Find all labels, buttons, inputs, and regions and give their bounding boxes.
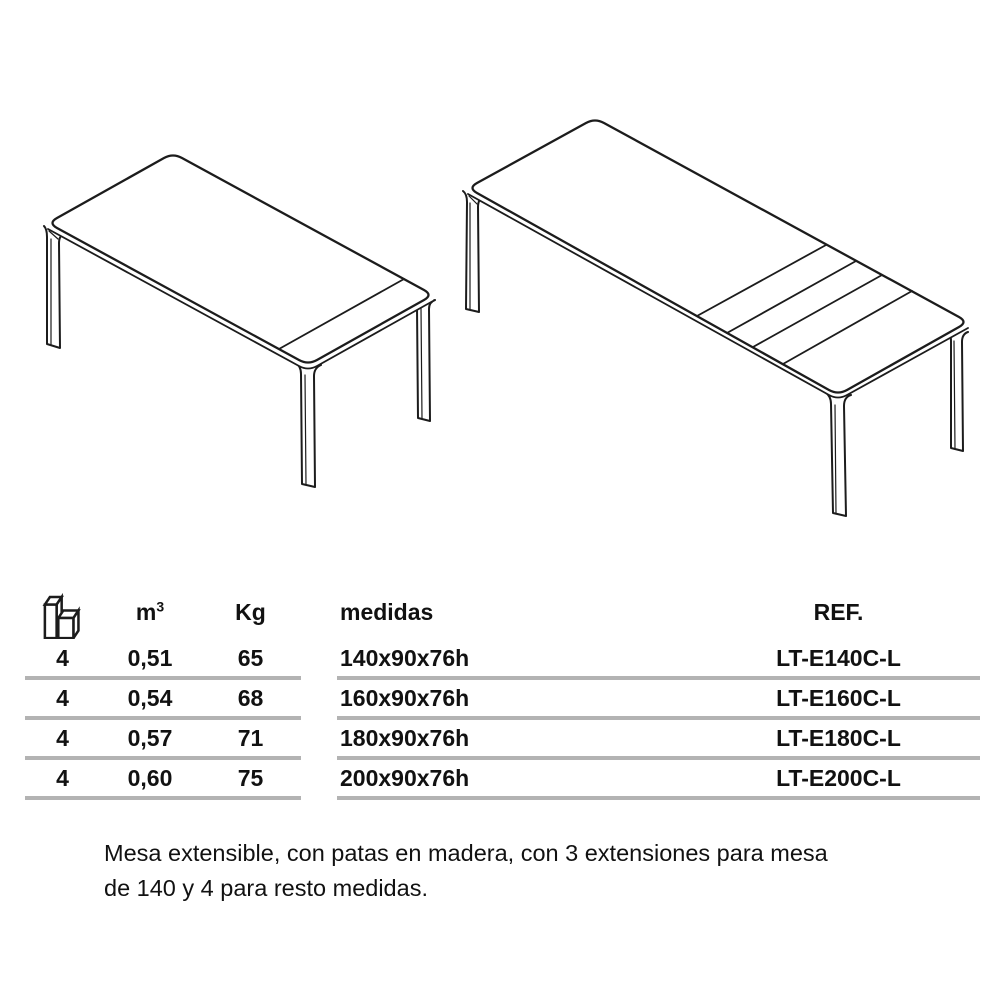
table-leg	[295, 362, 321, 487]
dimensions-cell: 200x90x76h	[340, 765, 470, 791]
qty-cell: 4	[56, 645, 69, 671]
spec-header-row	[337, 583, 980, 640]
weight-cell: 65	[237, 645, 264, 671]
column-header-m3	[100, 594, 200, 640]
spec-header-row	[25, 583, 301, 640]
tabletop-slab	[468, 121, 968, 398]
reference-cell: LT-E160C-L	[776, 685, 901, 711]
dimensions-cell: 160x90x76h	[340, 685, 470, 711]
spec-row	[337, 760, 980, 800]
product-description	[104, 836, 934, 906]
volume-cell: 0,54	[127, 685, 173, 711]
qty-cell: 4	[56, 765, 69, 791]
weight-cell: 68	[237, 685, 264, 711]
qty-cell: 4	[56, 685, 69, 711]
closed-table-drawing	[44, 156, 435, 488]
column-header-medidas: medidas	[340, 599, 434, 625]
table-leg	[44, 226, 66, 348]
weight-cell: 71	[237, 725, 264, 751]
extended-table-drawing	[463, 121, 968, 517]
packaging-boxes-icon	[25, 592, 100, 640]
table-leg	[463, 191, 485, 312]
spec-table-left-section	[25, 583, 301, 800]
volume-cell: 0,51	[127, 645, 173, 671]
m3-label: m	[135, 599, 157, 625]
reference-cell: LT-E180C-L	[776, 725, 901, 751]
spec-table	[25, 583, 980, 800]
volume-cell: 0,57	[127, 725, 173, 751]
column-header-kg: Kg	[235, 599, 266, 625]
spec-table-right-section	[337, 583, 980, 800]
spec-row	[25, 680, 301, 720]
weight-cell: 75	[237, 765, 264, 791]
volume-cell: 0,60	[127, 765, 173, 791]
dimensions-cell: 180x90x76h	[340, 725, 470, 751]
column-header-ref: REF.	[813, 599, 864, 625]
table-leg	[412, 296, 435, 421]
spec-row	[337, 640, 980, 680]
spec-row	[337, 720, 980, 760]
tabletop-slab	[48, 156, 433, 369]
table-leg	[946, 330, 968, 451]
description-line: de 140 y 4 para resto medidas.	[104, 875, 428, 901]
reference-cell: LT-E200C-L	[776, 765, 901, 791]
spec-row	[337, 680, 980, 720]
spec-row	[25, 720, 301, 760]
dimensions-cell: 140x90x76h	[340, 645, 470, 671]
table-leg	[825, 392, 851, 516]
spec-row	[25, 640, 301, 680]
m3-exponent: 3	[156, 598, 165, 615]
description-line: Mesa extensible, con patas en madera, con 3 extensiones para mesa	[104, 840, 828, 866]
qty-cell: 4	[56, 725, 69, 751]
reference-cell: LT-E140C-L	[776, 645, 901, 671]
spec-row	[25, 760, 301, 800]
